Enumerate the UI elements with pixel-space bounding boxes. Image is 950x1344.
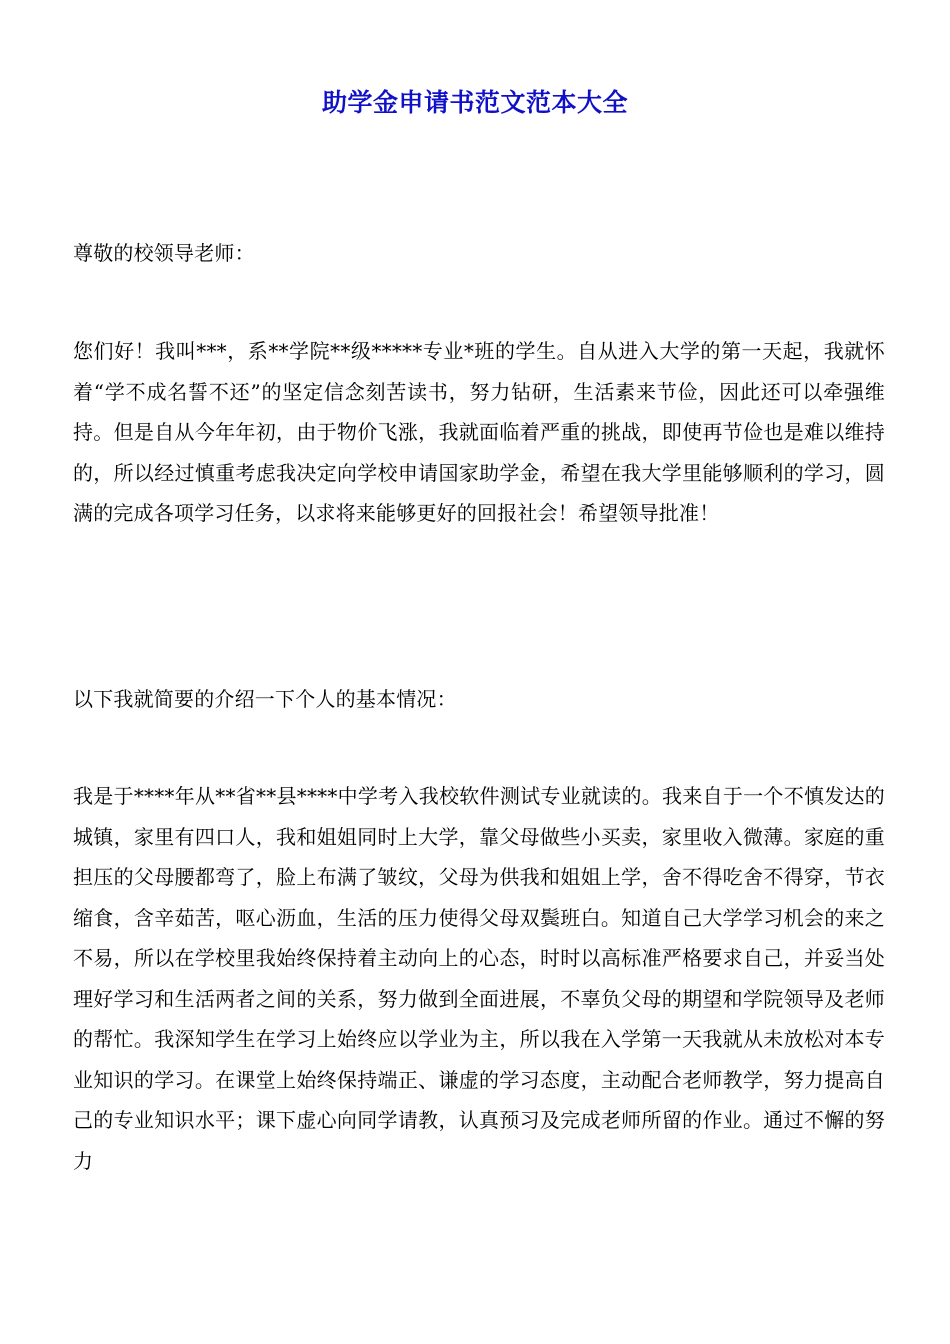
background-paragraph: 我是于****年从**省**县****中学考入我校软件测试专业就读的。我来自于一个不慎发达的城镇，家里有四口人，我和姐姐同时上大学，靠父母做些小买卖，家里收入微薄。家庭的重担压的父母腰都弯了，脸上布满了皱纹，父母为供我和姐姐上学，舍不得吃舍不得穿，节衣缩食，含辛茹苦，呕心沥血，生活的压力使得父母双鬓班白。知道自己大学学习机会的来之不易，所以在学校里我始终保持着主动向上的心态，时时以高标准严格要求自己，并妥当处理好学习和生活两者之间的关系，努力做到全面进展，不辜负父母的期望和学院领导及老师的帮忙。我深知学生在学习上始终应以学业为主，所以我在入学第一天我就从未放松对本专业知识的学习。在课堂上始终保持端正、谦虚的学习态度，主动配合老师教学，努力提高自己的专业知识水平；课下虚心向同学请教，认真预习及完成老师所留的作业。通过不懈的努力 xyxy=(73,784,885,1173)
introduction-paragraph: 以下我就简要的介绍一下个人的基本情况： xyxy=(73,687,457,711)
greeting-paragraph: 您们好！我叫***，系**学院**级*****专业*班的学生。自从进入大学的第一天起，我就怀着“学不成名誓不还”的坚定信念刻苦读书，努力钻研，生活素来节俭，因此还可以牵强维持。但是自从今年年初，由于物价飞涨，我就面临着严重的挑战，即使再节俭也是难以维持的，所以经过慎重考虑我决定向学校申请国家助学金，希望在我大学里能够顺利的学习，圆满的完成各项学习任务，以求将来能够更好的回报社会！希望领导批准！ xyxy=(73,339,885,525)
salutation-paragraph: 尊敬的校领导老师： xyxy=(73,241,255,265)
document-title: 助学金申请书范文范本大全 xyxy=(321,88,628,117)
